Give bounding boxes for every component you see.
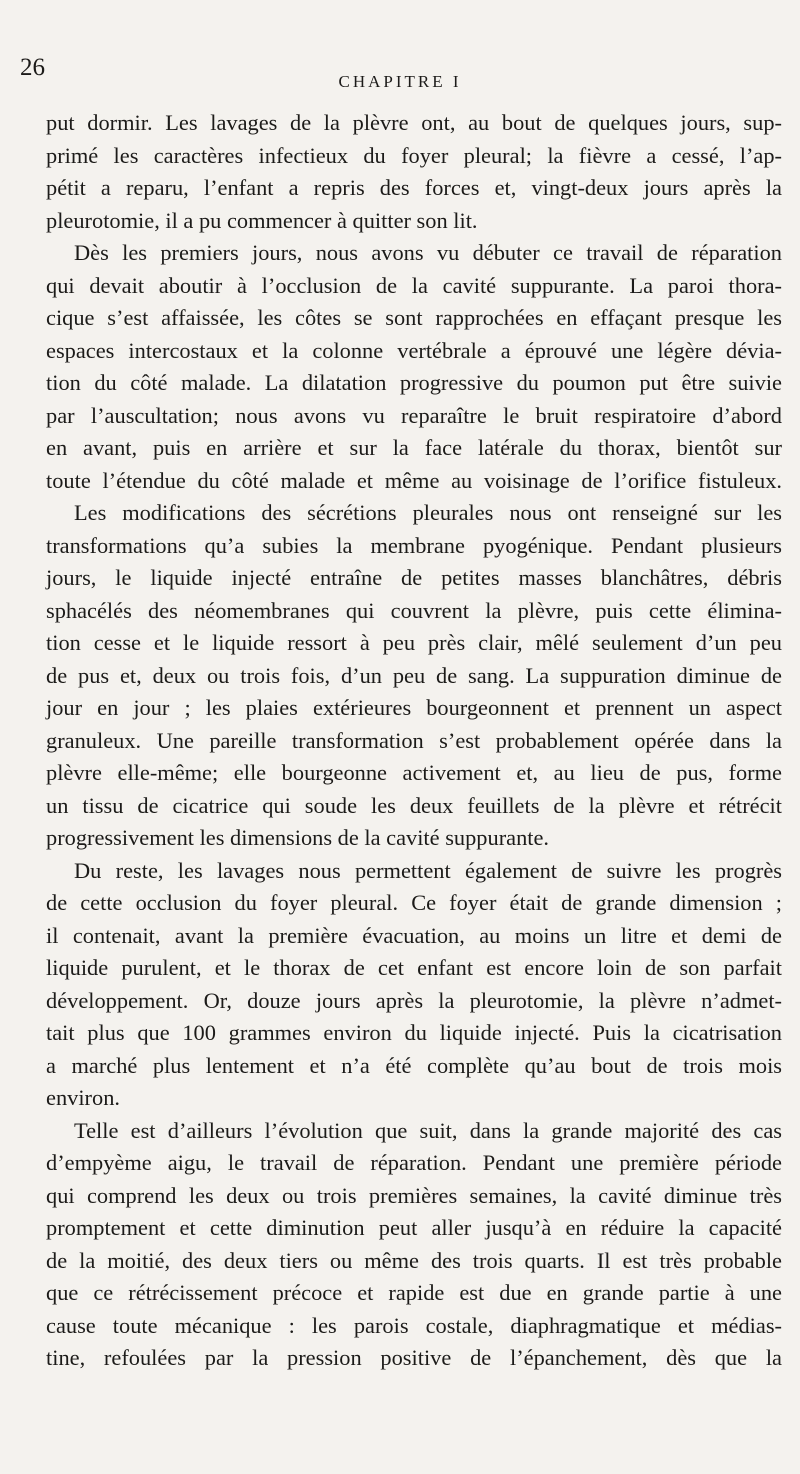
- text-line: jour en jour ; les plaies extérieures bourgeonnent et prennent un aspect: [46, 695, 782, 720]
- text-line: cique s’est affaissée, les côtes se sont rapprochées en effaçant presque les: [46, 305, 782, 330]
- text-line: de la moitié, des deux tiers ou même des trois quarts. Il est très probable: [46, 1247, 782, 1273]
- text-line: Dès les premiers jours, nous avons vu débuter ce travail de réparation: [74, 240, 782, 265]
- text-line: granuleux. Une pareille transformation s’est probablement opérée dans la: [46, 727, 782, 753]
- text-line: tion cesse et le liquide ressort à peu près clair, mêlé seulement d’un peu: [46, 630, 782, 655]
- text-line: jours, le liquide injecté entraîne de petites masses blanchâtres, débris: [46, 565, 782, 590]
- text-line: de pus et, deux ou trois fois, d’un peu de sang. La suppuration diminue de: [46, 662, 782, 688]
- text-line: Du reste, les lavages nous permettent également de suivre les progrès: [74, 857, 782, 883]
- text-line: que ce rétrécissement précoce et rapide est due en grande partie à une: [46, 1280, 782, 1305]
- text-line: qui comprend les deux ou trois premières semaines, la cavité diminue très: [46, 1182, 782, 1208]
- text-line: Telle est d’ailleurs l’évolution que suit, dans la grande majorité des cas: [74, 1117, 782, 1143]
- text-line: pétit a reparu, l’enfant a repris des forces et, vingt-deux jours après la: [46, 175, 782, 200]
- text-line: a marché plus lentement et n’a été complète qu’au bout de trois mois: [46, 1052, 782, 1078]
- text-line: d’empyème aigu, le travail de réparation. Pendant une première période: [46, 1150, 782, 1175]
- text-line: par l’auscultation; nous avons vu reparaître le bruit respiratoire d’abord: [46, 402, 782, 428]
- text-line: pleurotomie, il a pu commencer à quitter son lit.: [46, 207, 478, 233]
- text-line: tait plus que 100 grammes environ du liquide injecté. Puis la cicatrisation: [46, 1020, 782, 1045]
- text-line: de cette occlusion du foyer pleural. Ce foyer était de grande dimension ;: [46, 890, 782, 915]
- text-line: un tissu de cicatrice qui soude les deux feuillets de la plèvre et rétrécit: [46, 792, 782, 818]
- body-text: [46, 107, 782, 1375]
- text-line: plèvre elle-même; elle bourgeonne activement et, au lieu de pus, forme: [46, 760, 782, 785]
- text-line: tion du côté malade. La dilatation progressive du poumon put être suivie: [46, 370, 782, 395]
- text-line: en avant, puis en arrière et sur la face latérale du thorax, bientôt sur: [46, 435, 782, 460]
- text-line: environ.: [46, 1085, 120, 1110]
- text-line: espaces intercostaux et la colonne vertébrale a éprouvé une légère dévia-: [46, 337, 782, 363]
- text-line: il contenait, avant la première évacuation, au moins un litre et demi de: [46, 922, 782, 948]
- text-line: primé les caractères infectieux du foyer pleural; la fièvre a cessé, l’ap-: [46, 142, 782, 168]
- text-line: promptement et cette diminution peut aller jusqu’à en réduire la capacité: [46, 1215, 782, 1240]
- text-line: liquide purulent, et le thorax de cet enfant est encore loin de son parfait: [46, 955, 782, 980]
- text-line: développement. Or, douze jours après la pleurotomie, la plèvre n’admet-: [46, 987, 782, 1013]
- text-line: transformations qu’a subies la membrane pyogénique. Pendant plusieurs: [46, 532, 782, 558]
- page-number: 26: [20, 54, 45, 81]
- text-line: put dormir. Les lavages de la plèvre ont, au bout de quelques jours, sup-: [46, 110, 782, 135]
- text-line: progressivement les dimensions de la cavité suppurante.: [46, 825, 550, 850]
- text-line: tine, refoulées par la pression positive de l’épanchement, dès que la: [46, 1345, 782, 1370]
- text-line: cause toute mécanique : les parois costale, diaphragmatique et médias-: [46, 1312, 782, 1338]
- text-line: Les modifications des sécrétions pleurales nous ont renseigné sur les: [74, 500, 782, 525]
- running-head: CHAPITRE I: [338, 72, 462, 91]
- text-line: qui devait aboutir à l’occlusion de la cavité suppurante. La paroi thora-: [46, 272, 782, 298]
- text-line: toute l’étendue du côté malade et même au voisinage de l’orifice fistuleux.: [46, 467, 782, 493]
- text-line: sphacélés des néomembranes qui couvrent la plèvre, puis cette élimina-: [46, 597, 782, 623]
